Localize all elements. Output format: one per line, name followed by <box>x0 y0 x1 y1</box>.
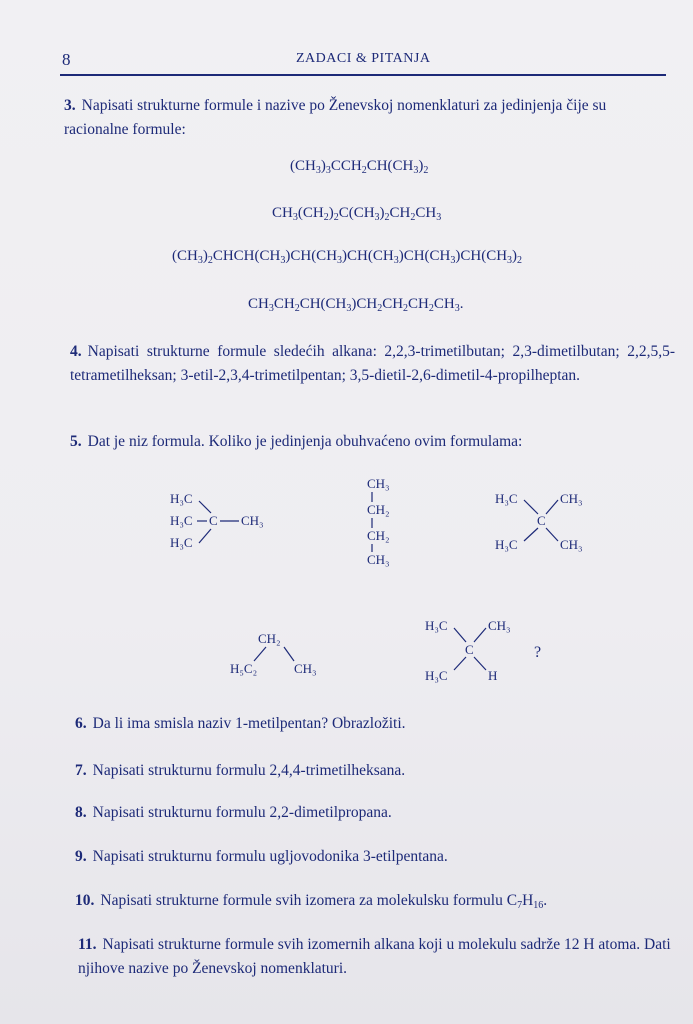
structure-2 <box>355 472 425 572</box>
question-10 <box>75 889 685 918</box>
question-number: 5. <box>70 433 82 450</box>
carbon-label: C <box>537 513 546 528</box>
group-label: CH₂ <box>367 528 390 543</box>
group-label: H₃C <box>495 537 518 552</box>
carbon-label: C <box>465 642 474 657</box>
page-number: 8 <box>62 50 71 69</box>
question-3 <box>64 94 674 142</box>
question-number: 11. <box>78 936 97 953</box>
question-7 <box>75 759 675 783</box>
formula-1: $(CH_3)_3CCH_2CH(CH_3)_2$ <box>290 158 429 176</box>
group-label: H₃C <box>425 668 448 683</box>
question-number: 4. <box>70 343 82 360</box>
formula-3: $(CH_3)_2CHCH(CH_3)CH(CH_3)CH(CH_3)CH(CH_3)CH(CH_3)_2$ <box>172 248 523 266</box>
question-4 <box>70 340 675 388</box>
carbon-label: C <box>209 513 218 528</box>
group-label: H₃C <box>170 535 193 550</box>
question-8 <box>75 801 675 825</box>
structure-1 <box>165 485 285 555</box>
page-header <box>60 48 666 76</box>
question-number: 6. <box>75 715 87 732</box>
group-label: CH₃ <box>560 537 583 552</box>
subscript: 7 <box>517 900 523 911</box>
group-label: CH₃ <box>294 661 317 676</box>
structure-5 <box>420 612 530 687</box>
group-label: H₃C <box>170 491 193 506</box>
question-number: 9. <box>75 848 87 865</box>
question-5 <box>70 430 670 454</box>
question-6 <box>75 712 675 736</box>
question-number: 8. <box>75 804 87 821</box>
question-9 <box>75 845 675 869</box>
subscript: 16 <box>533 900 544 911</box>
question-11 <box>78 933 680 981</box>
question-mark: ? <box>534 644 542 661</box>
question-text: Napisati strukturne formule sledećih alkana: 2,2,3-trimetilbutan; 2,3-dimetilbutan; 2,2,5,5-tetrametilheksan; 3-etil-2,3,4-trimetilpentan; 3,5-dietil-2,6-dimetil-4-propilheptan. <box>70 343 675 384</box>
formula-2: $CH_3(CH_2)_2C(CH_3)_2CH_2CH_3$ <box>272 205 442 223</box>
group-label: CH₃ <box>367 552 390 567</box>
question-number: 10. <box>75 892 95 909</box>
question-text: Napisati strukturnu formulu ugljovodonika 3-etilpentana. <box>92 848 448 865</box>
group-label: H₅C₂ <box>230 661 258 676</box>
group-label: H <box>488 668 498 683</box>
question-text: Napisati strukturnu formulu 2,4,4-trimetilheksana. <box>92 762 406 779</box>
group-label: CH₃ <box>367 476 390 491</box>
question-text-cont: H <box>522 892 534 909</box>
structure-3 <box>490 485 610 555</box>
running-title: ZADACI & PITANJA <box>296 51 431 66</box>
group-label: H₃C <box>495 491 518 506</box>
question-number: 7. <box>75 762 87 779</box>
group-label: CH₂ <box>367 502 390 517</box>
question-text: Napisati strukturne formule svih izomernih alkana koji u molekulu sadrže 12 H atoma. Dati njihove nazive po Ženevskoj nomenklaturi. <box>78 936 671 977</box>
group-label: H₃C <box>425 618 448 633</box>
structure-4 <box>228 625 338 685</box>
question-text-end: . <box>543 892 548 909</box>
question-number: 3. <box>64 97 76 114</box>
group-label: CH₃ <box>241 513 264 528</box>
question-text: Napisati strukturnu formulu 2,2-dimetilpropana. <box>92 804 392 821</box>
formula-4: $CH_3CH_2CH(CH_3)CH_2CH_2CH_2CH_3$. <box>248 296 464 314</box>
group-label: H₃C <box>170 513 193 528</box>
group-label: CH₂ <box>258 631 281 646</box>
question-text: Dat je niz formula. Koliko je jedinjenja obuhvaćeno ovim formulama: <box>87 433 523 450</box>
group-label: CH₃ <box>560 491 583 506</box>
question-text: Napisati strukturne formule i nazive po Ženevskoj nomenklaturi za jedinjenja čije su racionalne formule: <box>64 97 607 138</box>
question-text: Da li ima smisla naziv 1-metilpentan? Obrazložiti. <box>92 715 406 732</box>
group-label: CH₃ <box>488 618 511 633</box>
question-text: Napisati strukturne formule svih izomera za molekulsku formulu C <box>100 892 518 909</box>
